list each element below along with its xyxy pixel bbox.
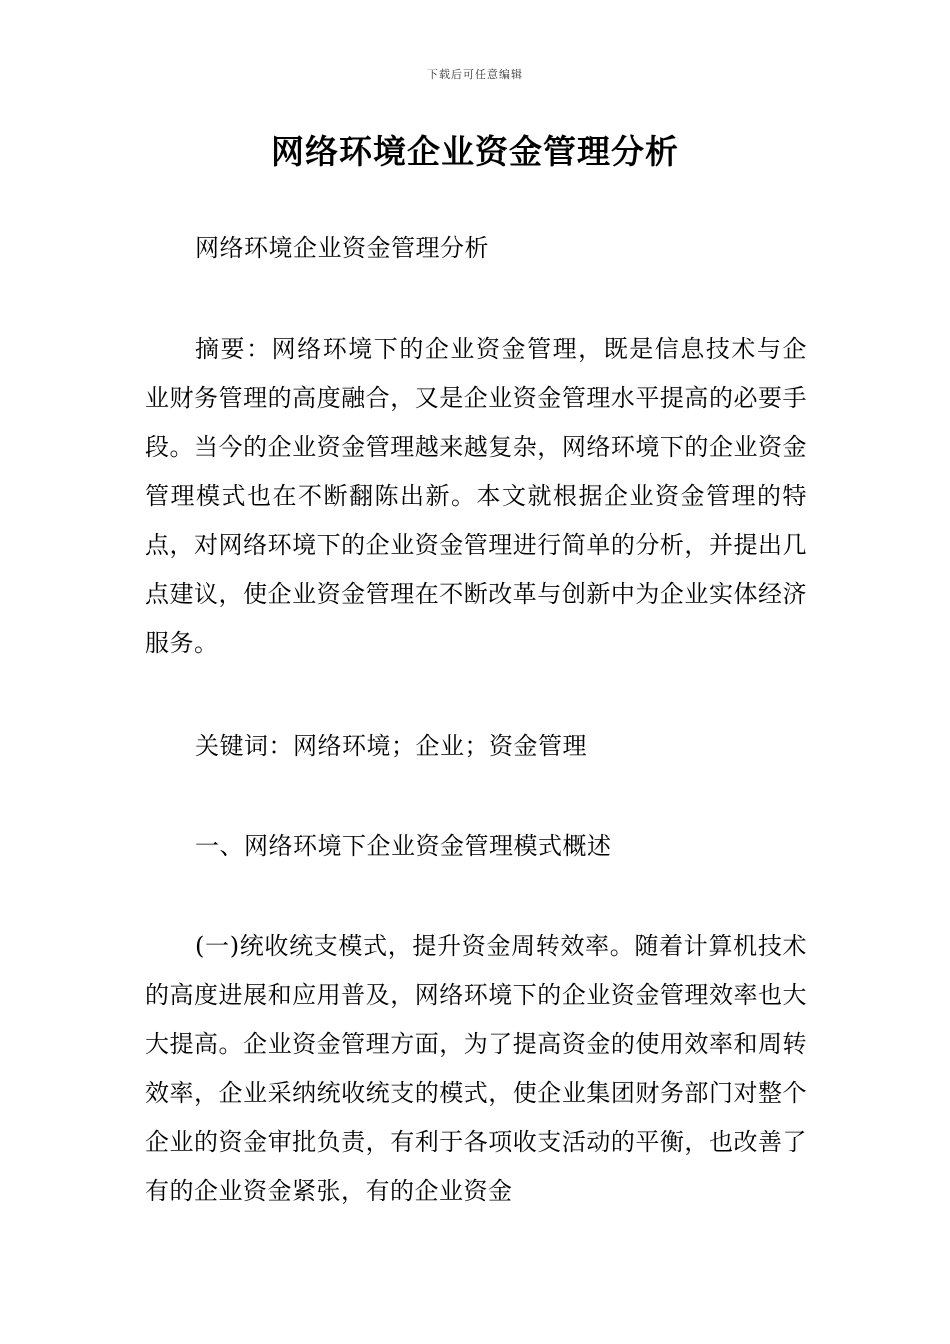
section-heading: 一、网络环境下企业资金管理模式概述 <box>195 832 612 860</box>
header-note: 下载后可任意编辑 <box>427 68 523 81</box>
subtitle-paragraph: 网络环境企业资金管理分析 <box>195 234 489 262</box>
document-title: 网络环境企业资金管理分析 <box>271 132 679 171</box>
keywords-paragraph: 关键词：网络环境；企业；资金管理 <box>195 732 587 760</box>
section-paragraph: (一)统收统支模式，提升资金周转效率。随着计算机技术的高度进展和应用普及，网络环境下的企业资金管理效率也大大提高。企业资金管理方面，为了提高资金的使用效率和周转效率，企业采纳统收统支的模式，使企业集团财务部门对整个企业的资金审批负责，有利于各项收支活动的平衡，也改善了有的企业资金紧张，有的企业资金 <box>145 932 807 1205</box>
abstract-paragraph: 摘要：网络环境下的企业资金管理，既是信息技术与企业财务管理的高度融合，又是企业资金管理水平提高的必要手段。当今的企业资金管理越来越复杂，网络环境下的企业资金管理模式也在不断翻陈出新。本文就根据企业资金管理的特点，对网络环境下的企业资金管理进行简单的分析，并提出几点建议，使企业资金管理在不断改革与创新中为企业实体经济服务。 <box>145 335 807 657</box>
